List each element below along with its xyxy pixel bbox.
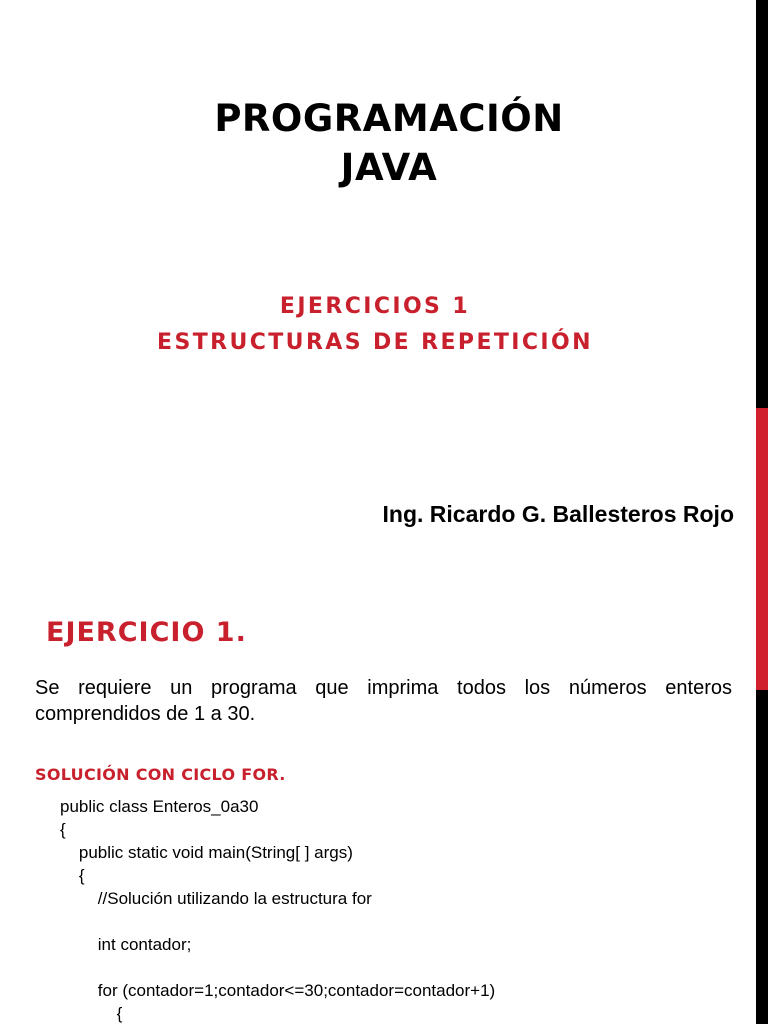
- solution-heading: SOLUCIÓN CON CICLO FOR.: [35, 765, 286, 784]
- code-line: {: [60, 866, 85, 885]
- exercise-description: Se requiere un programa que imprima todos los números enteros comprendidos de 1 a 30.: [35, 677, 732, 725]
- page-subtitle: [0, 289, 750, 361]
- page-title: [0, 94, 768, 192]
- code-line: public static void main(String[ ] args): [60, 843, 353, 862]
- code-line: for (contador=1;contador<=30;contador=contador+1): [60, 981, 496, 1000]
- code-line: {: [60, 820, 66, 839]
- code-block: [60, 795, 495, 1024]
- sidebar-accent-bar: [756, 408, 768, 690]
- subtitle-line-2: ESTRUCTURAS DE REPETICIÓN: [157, 330, 593, 355]
- code-line: public class Enteros_0a30: [60, 797, 259, 816]
- code-line: int contador;: [60, 935, 192, 954]
- code-line: {: [60, 1004, 123, 1023]
- code-line: //Solución utilizando la estructura for: [60, 889, 372, 908]
- subtitle-line-1: EJERCICIOS 1: [279, 294, 471, 319]
- title-line-2: JAVA: [340, 146, 438, 189]
- code-line: [60, 956, 495, 979]
- exercise-heading: EJERCICIO 1.: [46, 617, 247, 648]
- code-line: [60, 910, 495, 933]
- title-line-1: PROGRAMACIÓN: [214, 97, 564, 140]
- author-name: Ing. Ricardo G. Ballesteros Rojo: [382, 501, 734, 527]
